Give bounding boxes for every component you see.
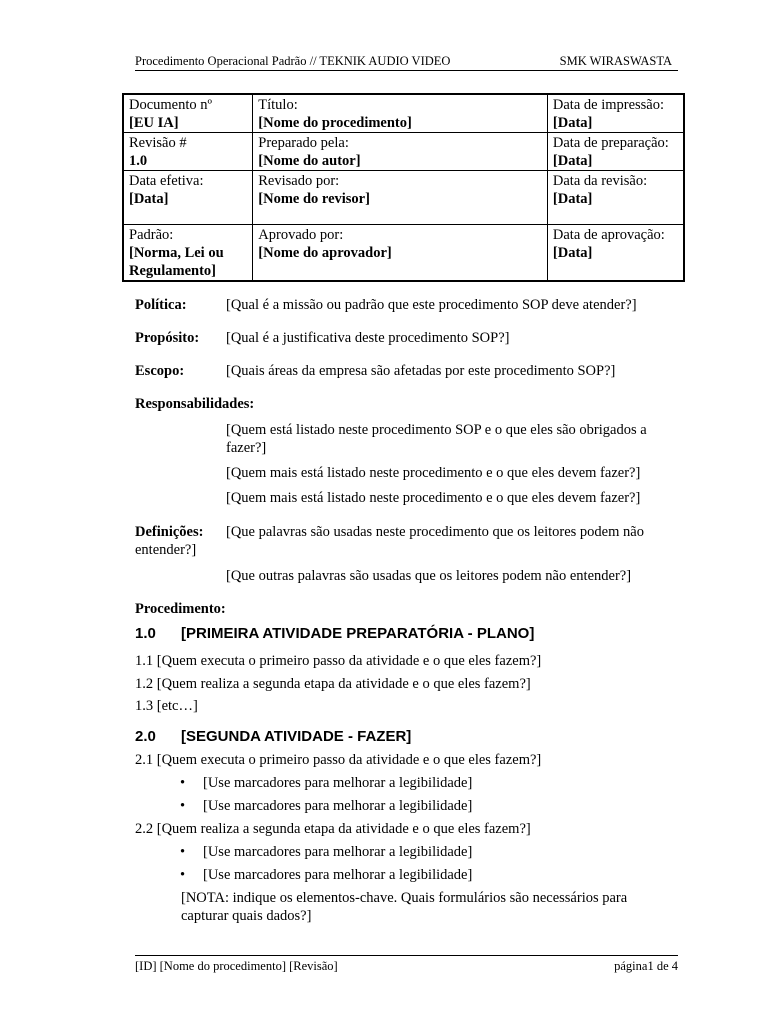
definitions-label: Definições: bbox=[135, 524, 204, 540]
cell-label: Preparado pela: bbox=[258, 135, 349, 151]
section-title: [PRIMEIRA ATIVIDADE PREPARATÓRIA - PLANO] bbox=[181, 625, 535, 642]
page-header bbox=[135, 54, 678, 71]
table-cell bbox=[547, 225, 684, 282]
table-row bbox=[123, 133, 684, 171]
bullet-icon: • bbox=[180, 798, 186, 814]
cell-label: Aprovado por: bbox=[258, 227, 344, 243]
cell-value: [Nome do aprovador] bbox=[258, 245, 392, 261]
purpose-section bbox=[135, 329, 675, 347]
page-footer bbox=[135, 955, 678, 973]
cell-value: [Nome do procedimento] bbox=[258, 115, 412, 131]
cell-value: 1.0 bbox=[129, 153, 148, 169]
cell-label: Título: bbox=[258, 97, 298, 113]
procedure-step: 2.1 [Quem executa o primeiro passo da atividade e o que eles fazem?] bbox=[135, 752, 542, 768]
definitions-extra: [Que outras palavras são usadas que os leitores podem não entender?] bbox=[226, 568, 632, 584]
procedure-step: 1.2 [Quem realiza a segunda etapa da atividade e o que eles fazem?] bbox=[135, 676, 531, 692]
cell-value: [Data] bbox=[129, 191, 169, 207]
cell-value: [Data] bbox=[552, 115, 593, 131]
cell-label: Data da revisão: bbox=[552, 173, 648, 189]
list-item bbox=[180, 866, 472, 884]
cell-label: Padrão: bbox=[129, 227, 174, 243]
cell-value: [Data] bbox=[552, 245, 593, 261]
list-item-text: [Use marcadores para melhorar a legibilidade] bbox=[203, 844, 473, 860]
cell-value: [Data] bbox=[552, 191, 593, 207]
table-cell bbox=[253, 133, 548, 171]
header-school: SMK WIRASWASTA bbox=[559, 54, 672, 68]
section-heading bbox=[135, 625, 534, 642]
procedure-step: 1.1 [Quem executa o primeiro passo da atividade e o que eles fazem?] bbox=[135, 653, 542, 669]
policy-label: Política: bbox=[135, 297, 187, 313]
definitions-text: [Que palavras são usadas neste procedimento que os leitores podem não bbox=[226, 524, 644, 540]
header-title: Procedimento Operacional Padrão // TEKNIK AUDIO VIDEO bbox=[135, 54, 451, 68]
scope-section bbox=[135, 362, 675, 380]
table-row bbox=[123, 171, 684, 225]
page-number: página1 de 4 bbox=[614, 959, 678, 973]
cell-label: Data de impressão: bbox=[552, 97, 665, 113]
cell-label: Data efetiva: bbox=[129, 173, 204, 189]
definitions-text-cont: entender?] bbox=[135, 542, 197, 558]
table-cell bbox=[547, 94, 684, 133]
responsibility-item: [Quem mais está listado neste procedimento e o que eles devem fazer?] bbox=[226, 465, 641, 481]
table-cell bbox=[123, 171, 253, 225]
policy-text: [Qual é a missão ou padrão que este procedimento SOP deve atender?] bbox=[226, 297, 637, 313]
purpose-label: Propósito: bbox=[135, 330, 200, 346]
cell-value: [Nome do revisor] bbox=[258, 191, 370, 207]
table-row bbox=[123, 225, 684, 282]
scope-text: [Quais áreas da empresa são afetadas por este procedimento SOP?] bbox=[226, 363, 616, 379]
list-item bbox=[180, 843, 472, 861]
table-cell bbox=[123, 133, 253, 171]
policy-section bbox=[135, 296, 675, 314]
section-number: 2.0 bbox=[135, 728, 156, 745]
procedure-heading: Procedimento: bbox=[135, 601, 226, 617]
definitions-section bbox=[135, 523, 675, 559]
cell-value: [Norma, Lei ou Regulamento] bbox=[129, 245, 224, 279]
list-item bbox=[180, 797, 472, 815]
table-cell bbox=[123, 94, 253, 133]
cell-label: Revisão # bbox=[129, 135, 187, 151]
note-text: [NOTA: indique os elementos-chave. Quais formulários são necessários para capturar quais dados?] bbox=[181, 890, 628, 924]
cell-label: Data de preparação: bbox=[552, 135, 669, 151]
cell-label: Documento nº bbox=[129, 97, 213, 113]
table-cell bbox=[547, 171, 684, 225]
table-row bbox=[123, 94, 684, 133]
responsibilities-heading: Responsabilidades: bbox=[135, 396, 255, 412]
cell-label: Data de aprovação: bbox=[552, 227, 665, 243]
footer-id: [ID] [Nome do procedimento] [Revisão] bbox=[135, 959, 338, 973]
bullet-icon: • bbox=[180, 867, 186, 883]
table-cell bbox=[547, 133, 684, 171]
cell-label: Revisado por: bbox=[258, 173, 340, 189]
list-item-text: [Use marcadores para melhorar a legibilidade] bbox=[203, 867, 473, 883]
procedure-step: 1.3 [etc…] bbox=[135, 698, 198, 714]
procedure-step: 2.2 [Quem realiza a segunda etapa da atividade e o que eles fazem?] bbox=[135, 821, 531, 837]
table-cell bbox=[253, 171, 548, 225]
section-heading bbox=[135, 728, 411, 745]
bullet-icon: • bbox=[180, 775, 186, 791]
section-title: [SEGUNDA ATIVIDADE - FAZER] bbox=[181, 728, 412, 745]
section-number: 1.0 bbox=[135, 625, 156, 642]
cell-value: [Nome do autor] bbox=[258, 153, 361, 169]
table-cell bbox=[123, 225, 253, 282]
cell-value: [EU IA] bbox=[129, 115, 179, 131]
list-item-text: [Use marcadores para melhorar a legibilidade] bbox=[203, 775, 473, 791]
list-item-text: [Use marcadores para melhorar a legibilidade] bbox=[203, 798, 473, 814]
table-cell bbox=[253, 94, 548, 133]
bullet-icon: • bbox=[180, 844, 186, 860]
cell-value: [Data] bbox=[552, 153, 593, 169]
table-cell bbox=[253, 225, 548, 282]
document-info-table bbox=[122, 93, 685, 282]
responsibility-item: [Quem mais está listado neste procedimento e o que eles devem fazer?] bbox=[226, 490, 641, 506]
scope-label: Escopo: bbox=[135, 363, 185, 379]
responsibility-item: [Quem está listado neste procedimento SOP e o que eles são obrigados a fazer?] bbox=[226, 422, 647, 456]
list-item bbox=[180, 774, 472, 792]
purpose-text: [Qual é a justificativa deste procedimento SOP?] bbox=[226, 330, 510, 346]
